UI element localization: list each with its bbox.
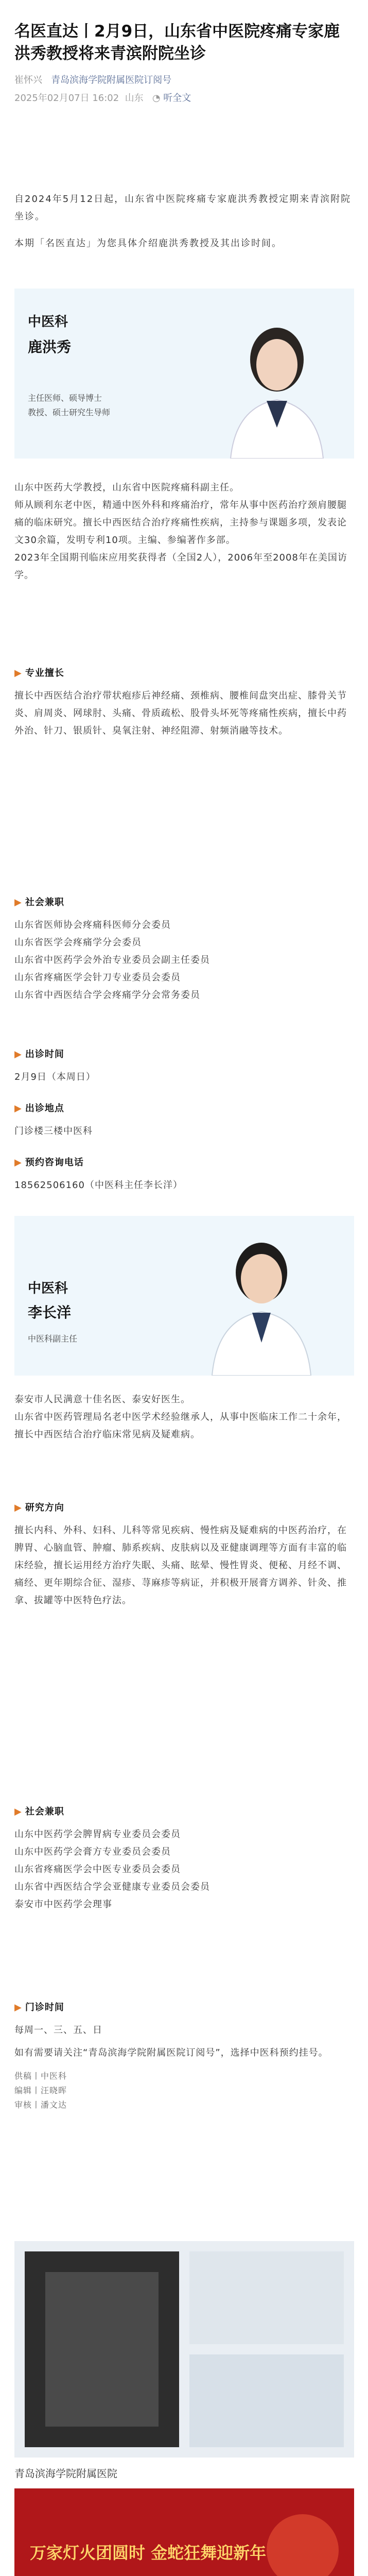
doctor-tag-1: 主任医师、硕导博士	[28, 393, 102, 403]
intro-paragraph: 自2024年5月12日起，山东省中医院疼痛专家鹿洪秀教授定期来青滨附院坐诊。	[14, 194, 352, 222]
society-item: 山东省医师协会疼痛科医师分会委员	[14, 920, 171, 930]
triangle-icon: ▶	[14, 1806, 22, 1817]
credit-text: 供稿丨中医科 编辑丨汪晓晖 审核丨潘文达	[14, 2071, 67, 2110]
doctor-name: 鹿洪秀	[28, 338, 72, 355]
article-header	[14, 21, 354, 104]
doctor-photo	[210, 299, 344, 459]
intro-paragraph-2: 本期「名医直达」为您具体介绍鹿洪秀教授及其出诊时间。	[14, 238, 282, 249]
section-title-specialty: ▶ 专业擅长	[14, 668, 64, 679]
doctor2-bio	[14, 1391, 354, 1444]
clinic-text: 每周一、三、五、日	[14, 2025, 102, 2036]
phone-text[interactable]: 18562506160（中医科主任李长洋）	[14, 1180, 183, 1191]
bio-paragraph-2: 2023年全国期刊临床应用奖获得者（全国2人），2006年至2008年在美国访学。	[14, 552, 347, 581]
society-item: 泰安市中医药学会理事	[14, 1899, 112, 1910]
doctor1-society	[14, 894, 354, 1004]
doctor-photo	[195, 1216, 328, 1376]
place-text: 门诊楼三楼中医科	[14, 1126, 93, 1137]
doctor1-phone	[14, 1154, 354, 1194]
society-item: 山东中医药学会脾胃病专业委员会委员	[14, 1829, 181, 1840]
doctor1-place	[14, 1100, 354, 1140]
doctor-name: 李长洋	[28, 1304, 72, 1321]
doctor2-society	[14, 1803, 354, 1913]
section-title-phone: ▶ 预约咨询电话	[14, 1157, 84, 1168]
doctor1-specialty	[14, 665, 354, 740]
section-title-clinic: ▶ 门诊时间	[14, 2002, 64, 2013]
research-text: 擅长内科、外科、妇科、儿科等常见疾病、慢性病及疑难病的中医药治疗，在脾胃、心脑血管、肿瘤、肺系疾病、皮肤病以及亚健康调理等方面有丰富的临床经验，擅长运用经方治疗失眠、头痛、眩晕、慢性胃炎、便秘、月经不调、痛经、更年期综合征、湿疹、荨麻疹等病证，并积极开展膏方调养、针灸、推拿、拔罐等中医特色疗法。	[14, 1525, 347, 1606]
account-link[interactable]: 青岛滨海学院附属医院订阅号	[51, 75, 172, 86]
society-item: 山东省中西医结合学会疼痛学分会常务委员	[14, 990, 200, 1001]
listen-button[interactable]: 听全文	[163, 93, 191, 104]
location: 山东	[125, 93, 144, 104]
society-item: 山东省中西医结合学会亚健康专业委员会委员	[14, 1882, 210, 1892]
specialty-text: 擅长中西医结合治疗带状疱疹后神经痛、颈椎病、腰椎间盘突出症、膝骨关节炎、肩周炎、网球肘、头痛、骨质疏松、股骨头坏死等疼痛性疾病，擅长中药外治、针刀、银质针、臭氧注射、神经阻滞、射频消融等技术。	[14, 690, 347, 736]
society-item: 山东省疼痛医学会中医专业委员会委员	[14, 1864, 181, 1875]
section-title-society: ▶ 社会兼职	[14, 897, 64, 908]
bio-paragraph: 师从顾利东老中医，精通中医外科和疼痛治疗，常年从事中医药治疗颈肩腰腿痛的临床研究。擅长中西医结合治疗疼痛性疾病，主持参与课题多项，发表论文30余篇，发明专利10项。主编、参编著作多部。	[14, 500, 347, 546]
related-image-2[interactable]	[14, 2488, 354, 2576]
section-title-research: ▶ 研究方向	[14, 1502, 64, 1513]
society-item: 山东省中医药学会外治专业委员会副主任委员	[14, 955, 210, 965]
article-date-row	[14, 91, 354, 104]
article-meta	[14, 73, 354, 88]
doctor1-bio	[14, 479, 354, 584]
society-item: 山东省医学会疼痛学分会委员	[14, 937, 142, 948]
related-caption-1[interactable]: 青岛滨海学院附属医院	[14, 2467, 117, 2480]
listen-icon[interactable]: ◔	[152, 93, 161, 104]
publish-date: 2025年02月07日 16:02	[14, 93, 119, 104]
banner-text: 万家灯火团圆时 金蛇狂舞迎新年	[30, 2543, 267, 2563]
society-item: 山东省疼痛医学会针刀专业委员会委员	[14, 972, 181, 983]
doctor-card-2	[14, 1216, 354, 1376]
bio-line: 山东中医药大学教授，山东省中医院疼痛科副主任。	[14, 482, 239, 493]
triangle-icon: ▶	[14, 2002, 22, 2013]
bio-line: 泰安市人民满意十佳名医、泰安好医生。	[14, 1394, 190, 1405]
triangle-icon: ▶	[14, 1502, 22, 1513]
author-name: 崔怀兴	[14, 75, 42, 86]
triangle-icon: ▶	[14, 1157, 22, 1168]
triangle-icon: ▶	[14, 1103, 22, 1114]
triangle-icon: ▶	[14, 897, 22, 908]
section-title-society: ▶ 社会兼职	[14, 1806, 64, 1817]
doctor-card-1	[14, 289, 354, 459]
time-text: 2月9日（本周日）	[14, 1072, 96, 1082]
doctor-tag: 中医科副主任	[28, 1334, 78, 1344]
related-image-1[interactable]	[14, 2241, 354, 2458]
doctor2-research	[14, 1499, 354, 1609]
section-title-time: ▶ 出诊时间	[14, 1049, 64, 1060]
society-item: 山东中医药学会膏方专业委员会委员	[14, 1846, 171, 1857]
doctor2-clinic	[14, 1999, 354, 2112]
triangle-icon: ▶	[14, 668, 22, 679]
doctor-dept: 中医科	[28, 314, 68, 330]
section-title-place: ▶ 出诊地点	[14, 1103, 64, 1114]
article-title: 名医直达丨2月9日，山东省中医院疼痛专家鹿洪秀教授将来青滨附院坐诊	[14, 22, 340, 63]
doctor-tag-2: 教授、硕士研究生导师	[28, 408, 111, 417]
bio-paragraph: 山东省中医药管理局名老中医学术经验继承人，从事中医临床工作二十余年，擅长中西医结合治疗临床常见病及疑难病。	[14, 1412, 347, 1440]
intro-text	[14, 191, 354, 252]
doctor-dept: 中医科	[28, 1281, 68, 1296]
triangle-icon: ▶	[14, 1049, 22, 1060]
note-text: 如有需要请关注“青岛滨海学院附属医院订阅号”，选择中医科预约挂号。	[14, 2047, 328, 2058]
doctor1-time	[14, 1046, 354, 1086]
